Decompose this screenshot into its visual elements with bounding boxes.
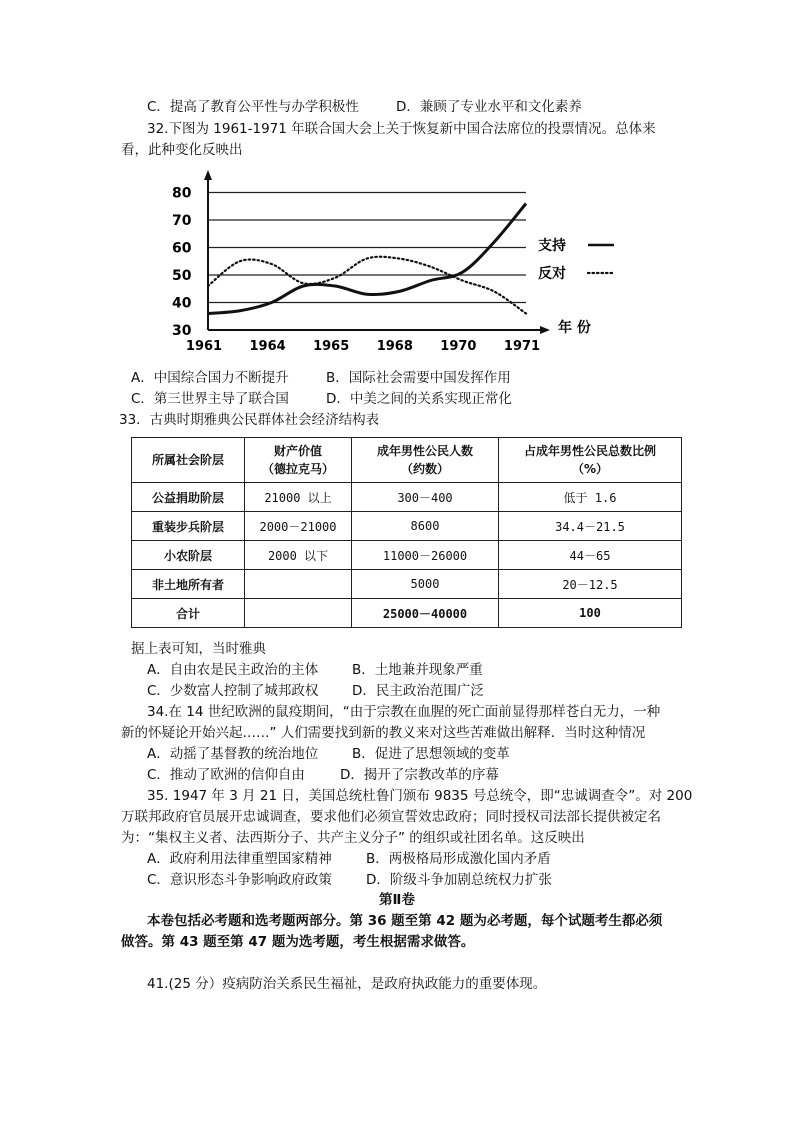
- y-tick-label: 50: [172, 268, 192, 284]
- q34-option-d: D．揭开了宗教改革的序幕: [340, 767, 499, 783]
- header-cell-property: 财产价值 （德拉克马）: [245, 438, 352, 483]
- y-tick-label: 60: [172, 240, 192, 257]
- q33-option-c: C．少数富人控制了城邦政权: [147, 683, 319, 699]
- table-cell: 21000 以上: [245, 483, 352, 512]
- table-cell: 20－12.5: [499, 570, 682, 599]
- q35-stem-line2: 万联邦政府官员展开忠诚调查，要求他们必须宣誓效忠政府；同时授权司法部长提供被定名: [121, 809, 661, 825]
- q31-option-d: D．兼顾了专业水平和文化素养: [396, 99, 582, 115]
- table-cell: 非土地所有者: [132, 570, 245, 599]
- x-axis-arrow: [540, 326, 550, 334]
- q33-option-a: A．自由农是民主政治的主体: [147, 662, 319, 678]
- q33-lead: 据上表可知，当时雅典: [131, 641, 266, 657]
- header-cell-class: 所属社会阶层: [132, 438, 245, 483]
- table-cell: 5000: [352, 570, 499, 599]
- table-cell: 低于 1.6: [499, 483, 682, 512]
- table-cell: [245, 570, 352, 599]
- q32-option-a: A．中国综合国力不断提升: [131, 370, 289, 386]
- q35-stem-line1: 35. 1947 年 3 月 21 日，美国总统杜鲁门颁布 9835 号总统令，即“忠诚调查令”。对 200: [147, 788, 693, 804]
- q31-option-c: C．提高了教育公平性与办学积极性: [147, 99, 359, 115]
- table-cell: 2000－21000: [245, 512, 352, 541]
- y-axis-arrow: [204, 170, 212, 180]
- q34-stem-line1: 34.在 14 世纪欧洲的鼠疫期间，“由于宗教在血腥的死亡面前显得那样苍白无力，一种: [147, 704, 661, 720]
- q35-option-c: C．意识形态斗争影响政府政策: [147, 872, 332, 888]
- table-header-row: [132, 438, 682, 483]
- q35-stem-line3: 为：“集权主义者、法西斯分子、共产主义分子” 的组织或社团名单。这反映出: [121, 830, 585, 846]
- q32-option-d: D．中美之间的关系实现正常化: [326, 391, 512, 407]
- q34-option-b: B．促进了思想领域的变革: [352, 746, 510, 762]
- table-cell: [245, 599, 352, 628]
- table-cell: 8600: [352, 512, 499, 541]
- x-tick-label: 1971: [503, 339, 541, 354]
- y-tick-label: 80: [172, 185, 192, 202]
- header-cell-ratio: 占成年男性公民总数比例 （%）: [499, 438, 682, 483]
- x-tick-label: 1965: [313, 339, 350, 354]
- y-tick-label: 40: [172, 295, 192, 312]
- q32-stem-line2: 看，此种变化反映出: [121, 142, 243, 158]
- table-cell: 重装步兵阶层: [132, 512, 245, 541]
- q41-stem: 41.(25 分）疫病防治关系民生福祉，是政府执政能力的重要体现。: [147, 976, 547, 992]
- table-row: [132, 483, 682, 512]
- q35-option-b: B．两极格局形成激化国内矛盾: [366, 851, 551, 867]
- table-row: [132, 570, 682, 599]
- chart-legend: [538, 237, 614, 282]
- table-row: [132, 512, 682, 541]
- athens-class-table: [131, 437, 682, 628]
- q35-option-d: D．阶级斗争加剧总统权力扩张: [366, 872, 552, 888]
- vote-chart: [172, 170, 616, 360]
- chart-axes: [204, 170, 550, 334]
- table-row: [132, 599, 682, 628]
- table-cell: 合计: [132, 599, 245, 628]
- x-tick-label: 1961: [185, 339, 223, 354]
- q33-option-b: B．土地兼并现象严重: [352, 662, 483, 678]
- q34-option-c: C．推动了欧洲的信仰自由: [147, 767, 305, 783]
- legend-label: 支持: [538, 238, 566, 254]
- table-cell: 2000 以下: [245, 541, 352, 570]
- table-cell: 25000－40000: [352, 599, 499, 628]
- part2-note-line2: 做答。第 43 题至第 47 题为选考题，考生根据需求做答。: [121, 934, 475, 950]
- q32-option-b: B．国际社会需要中国发挥作用: [326, 370, 511, 386]
- table-cell: 公益捐助阶层: [132, 483, 245, 512]
- header-cell-count: 成年男性公民人数 （约数）: [352, 438, 499, 483]
- table-cell: 11000－26000: [352, 541, 499, 570]
- q32-stem-line1: 32.下图为 1961-1971 年联合国大会上关于恢复新中国合法席位的投票情况。总体来: [147, 121, 656, 137]
- table-cell: 44－65: [499, 541, 682, 570]
- part2-note-line1: 本卷包括必考题和选考题两部分。第 36 题至第 42 题为必考题，每个试题考生都必须: [147, 913, 663, 929]
- table-row: [132, 541, 682, 570]
- table-cell: 小农阶层: [132, 541, 245, 570]
- q34-option-a: A．动摇了基督教的统治地位: [147, 746, 319, 762]
- x-tick-label: 1970: [440, 339, 477, 354]
- x-axis-label: 年 份: [558, 320, 591, 336]
- table-cell: 300－400: [352, 483, 499, 512]
- x-tick-label: 1964: [249, 339, 286, 354]
- chart-y-ticks: [172, 186, 192, 340]
- q32-option-c: C．第三世界主导了联合国: [131, 391, 289, 407]
- legend-label: 反对: [538, 266, 566, 282]
- part2-title: 第Ⅱ卷: [379, 892, 415, 908]
- y-tick-label: 70: [172, 213, 192, 229]
- q33-option-d: D．民主政治范围广泛: [352, 683, 484, 699]
- q35-option-a: A．政府利用法律重塑国家精神: [147, 851, 332, 867]
- series-line-1: [208, 257, 526, 314]
- y-tick-label: 30: [172, 323, 192, 339]
- q33-stem: 33．古典时期雅典公民群体社会经济结构表: [119, 412, 380, 428]
- table-cell: 100: [499, 599, 682, 628]
- q34-stem-line2: 新的怀疑论开始兴起……” 人们需要找到新的教义来对这些苦难做出解释．当时这种情况: [121, 725, 646, 741]
- x-tick-label: 1968: [376, 339, 413, 354]
- table-cell: 34.4－21.5: [499, 512, 682, 541]
- chart-x-ticks: [186, 339, 540, 354]
